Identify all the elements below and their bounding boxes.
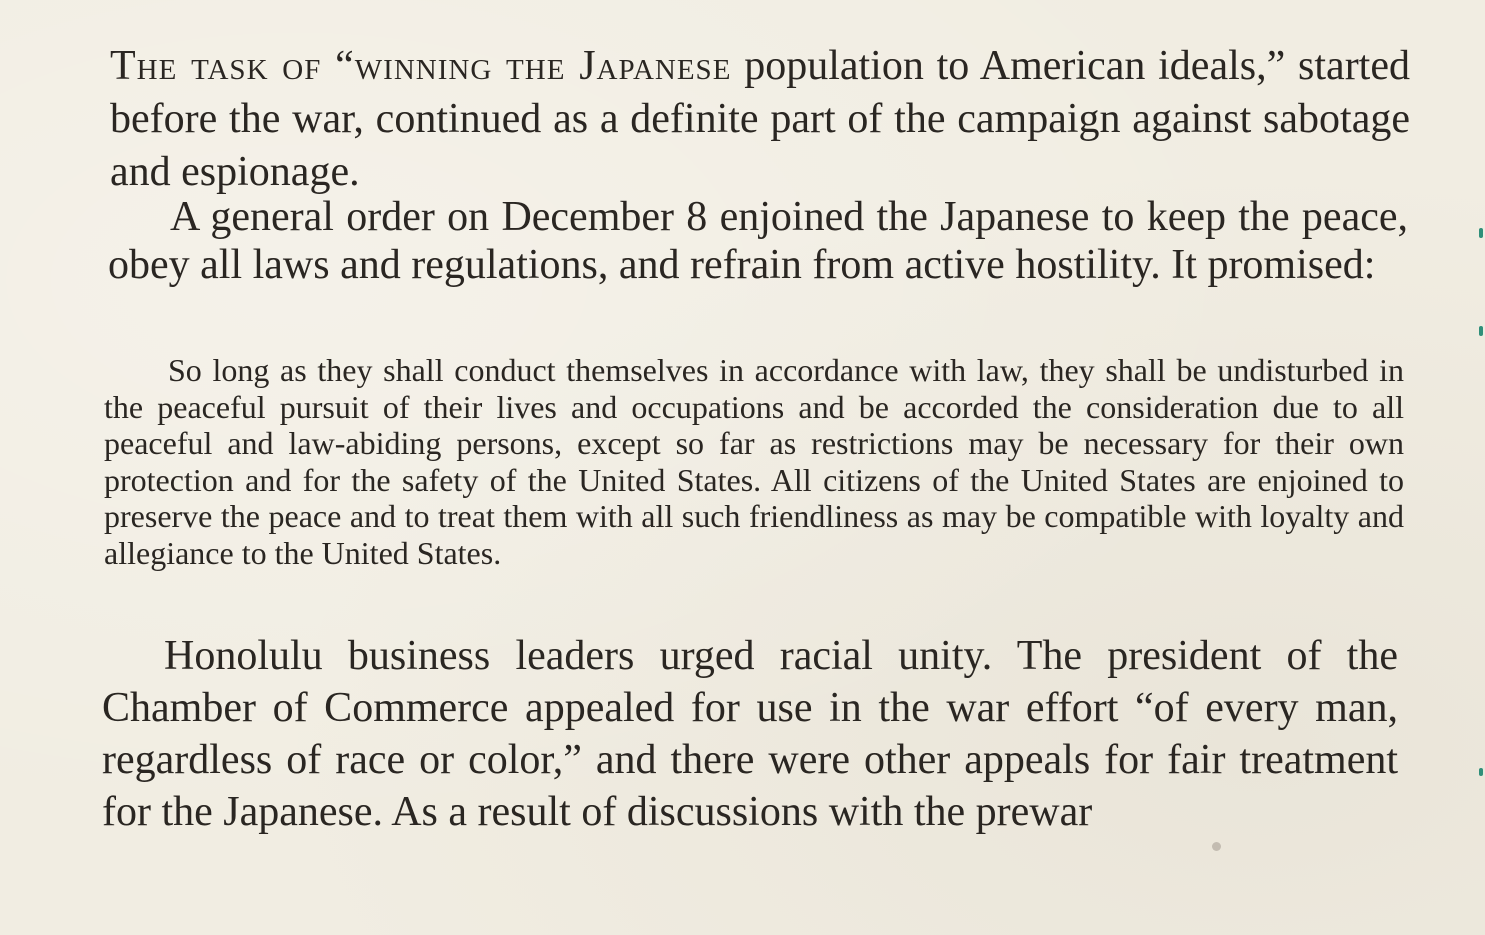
paragraph-1 [110, 40, 1410, 199]
paragraph-1-text: population to American ideals,” started before the war, continued as a definite part of the campaign against sabotage and espionage. [110, 43, 1410, 195]
paragraph-1-lead: The task of “winning the Japanese [110, 43, 732, 89]
margin-ink-mark [1479, 768, 1483, 776]
margin-ink-mark [1479, 326, 1483, 336]
margin-ink-mark [1479, 228, 1483, 238]
paragraph-3: Honolulu business leaders urged racial unity. The president of the Chamber of Commerce appealed for use in the war effort “of every man, regardless of race or color,” and there were other appeals for fair treatment for the Japanese. As a result of discussions with the prewar [102, 633, 1398, 835]
paper-speck [1212, 842, 1221, 851]
paragraph-2: A general order on December 8 enjoined the Japanese to keep the peace, obey all laws and regulations, and refrain from active hostility. It promised: [108, 194, 1408, 288]
block-quote: So long as they shall conduct themselves in accordance with law, they shall be undisturbed in the peaceful pursuit of their lives and occupations and be accorded the consideration due to all peaceful and law-abiding persons, except so far as restrictions may be necessary for their own protection and for the safety of the United States. All citizens of the United States are enjoined to preserve the peace and to treat them with all such friendliness as may be compatible with loyalty and allegiance to the United States. [104, 352, 1404, 571]
